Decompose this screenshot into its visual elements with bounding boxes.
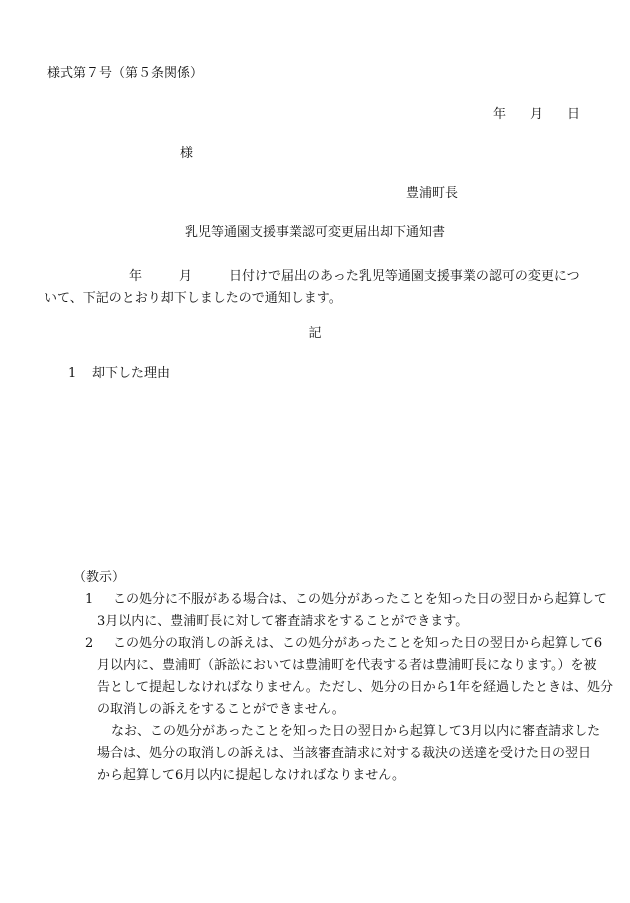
notice-item-line: この処分の取消しの訴えは、この処分があったことを知った日の翌日から起算して6 xyxy=(113,636,603,651)
notice-item-line: この処分に不服がある場合は、この処分があったことを知った日の翌日から起算して xyxy=(113,592,607,607)
notice-heading: （教示） xyxy=(73,570,126,585)
form-number: 様式第７号（第５条関係） xyxy=(47,66,204,81)
instruction-notice xyxy=(73,567,614,787)
section-number: 1 xyxy=(68,366,77,381)
notice-item-line: から起算して6月以内に提起しなければなりません。 xyxy=(97,768,406,783)
date-year: 年 xyxy=(492,107,506,122)
notice-item-number: 2 xyxy=(85,636,94,651)
document-title: 乳児等通園支援事業認可変更届出却下通知書 xyxy=(184,225,445,240)
addressee-suffix: 様 xyxy=(180,146,194,161)
date-day: 日 xyxy=(566,107,580,122)
notice-item xyxy=(73,589,607,633)
body-month: 月 xyxy=(179,269,193,284)
notice-item-line: なお、この処分があったことを知った日の翌日から起算して3月以内に審査請求した xyxy=(111,724,601,739)
notice-item-line: の取消しの訴えをすることができません。 xyxy=(97,702,345,717)
body-line-1 xyxy=(47,266,585,288)
notice-item-line: 告として提起しなければなりません。ただし、処分の日から1年を経過したときは、処分 xyxy=(97,680,614,695)
body-line-1-rest: 日付けで届出のあった乳児等通園支援事業の認可の変更につ xyxy=(229,269,580,284)
date-month: 月 xyxy=(529,107,543,122)
notice-item-number: 1 xyxy=(85,592,94,607)
body-year: 年 xyxy=(129,269,143,284)
body-line-2: いて、下記のとおり却下しましたので通知します。 xyxy=(44,291,342,306)
issuer-name: 豊浦町長 xyxy=(406,186,459,201)
ki-heading: 記 xyxy=(308,326,322,341)
notice-item-line: 場合は、処分の取消しの訴えは、当該審査請求に対する裁決の送達を受けた日の翌日 xyxy=(97,746,592,761)
notice-item xyxy=(73,633,614,787)
date-line xyxy=(493,108,580,121)
body-paragraph xyxy=(44,266,585,310)
notice-item-line: 月以内に、豊浦町（訴訟においては豊浦町を代表する者は豊浦町長になります。）を被 xyxy=(97,658,597,673)
section-reason xyxy=(68,367,170,380)
section-label: 却下した理由 xyxy=(92,366,171,381)
notice-item-line: 3月以内に、豊浦町長に対して審査請求をすることができます。 xyxy=(97,614,469,629)
